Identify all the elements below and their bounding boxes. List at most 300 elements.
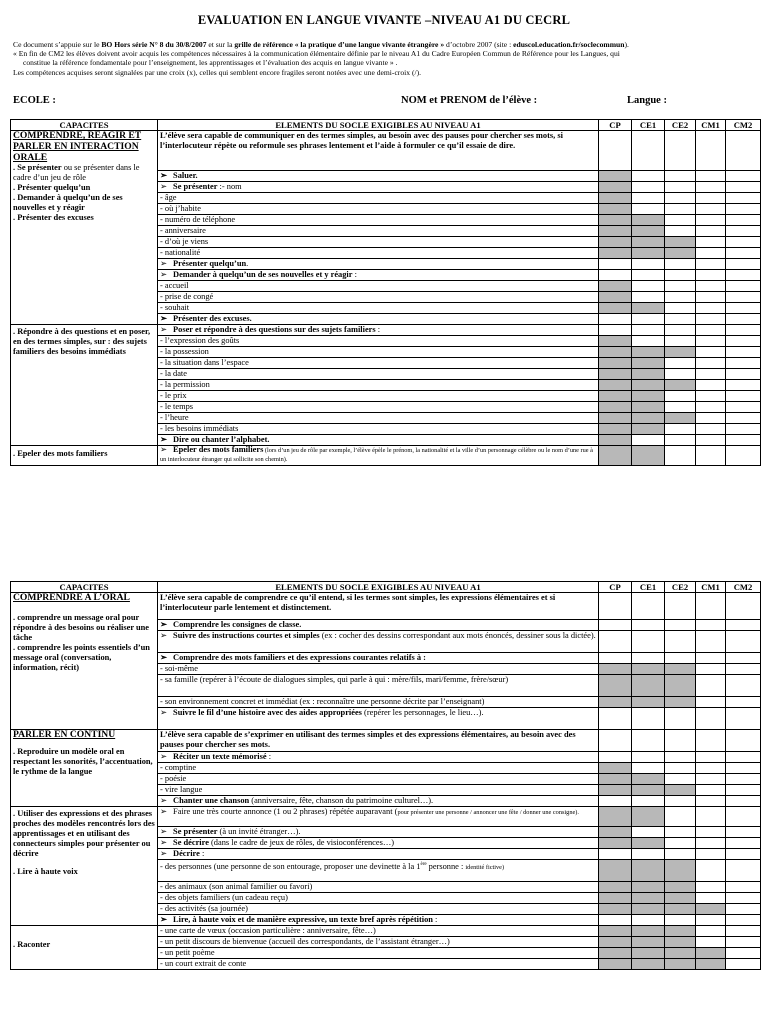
cell-cm1[interactable] bbox=[696, 593, 726, 620]
cell-cm1[interactable] bbox=[696, 248, 726, 259]
cell-cm2[interactable] bbox=[726, 303, 761, 314]
cell-cm1[interactable] bbox=[696, 347, 726, 358]
bullet-arrow-icon: ➢ bbox=[160, 259, 168, 268]
cell-cm1[interactable] bbox=[696, 620, 726, 631]
cell-cm2[interactable] bbox=[726, 827, 761, 838]
cell-cm2[interactable] bbox=[726, 424, 761, 435]
cell-cm2[interactable] bbox=[726, 763, 761, 774]
cell-ce1[interactable] bbox=[632, 215, 665, 226]
cell-cp[interactable] bbox=[599, 664, 632, 675]
cell-ce2[interactable] bbox=[665, 369, 696, 380]
cell-cm2[interactable] bbox=[726, 664, 761, 675]
item-prix: - le prix bbox=[158, 391, 599, 402]
cell-cp[interactable] bbox=[599, 193, 632, 204]
cell-cp[interactable] bbox=[599, 171, 632, 182]
cell-ce2[interactable] bbox=[665, 446, 696, 466]
cell-cp[interactable] bbox=[599, 270, 632, 281]
item-mots-familiers: ➢ Comprendre des mots familiers et des expressions courantes relatifs à : bbox=[158, 653, 599, 664]
cell-ce2[interactable] bbox=[665, 391, 696, 402]
cell-ce1[interactable] bbox=[632, 402, 665, 413]
cell-ce1[interactable] bbox=[632, 631, 665, 653]
cell-cm2[interactable] bbox=[726, 948, 761, 959]
cell-cm1[interactable] bbox=[696, 893, 726, 904]
cell-cm1[interactable] bbox=[696, 838, 726, 849]
cell-ce2[interactable] bbox=[665, 882, 696, 893]
cell-cm2[interactable] bbox=[726, 391, 761, 402]
cell-cm2[interactable] bbox=[726, 752, 761, 763]
cell-cp[interactable] bbox=[599, 358, 632, 369]
cell-cp[interactable] bbox=[599, 303, 632, 314]
cell-cm2[interactable] bbox=[726, 435, 761, 446]
cell-ce2[interactable] bbox=[665, 193, 696, 204]
cell-ce1[interactable] bbox=[632, 182, 665, 193]
cell-ce2[interactable] bbox=[665, 904, 696, 915]
cell-cp[interactable] bbox=[599, 796, 632, 807]
item-annonce: ➢ Faire une très courte annonce (1 ou 2 phrases) répétée auparavant (pour présenter une personne / annoncer une fête / donner une consigne). bbox=[158, 807, 599, 827]
item-demander: ➢ Demander à quelqu’un de ses nouvelles et y réagir : bbox=[158, 270, 599, 281]
cell-ce2[interactable] bbox=[665, 226, 696, 237]
cell-ce1[interactable] bbox=[632, 358, 665, 369]
cell-cp[interactable] bbox=[599, 292, 632, 303]
cell-ce2[interactable] bbox=[665, 131, 696, 171]
cell-cp[interactable] bbox=[599, 882, 632, 893]
cell-ce2[interactable] bbox=[665, 664, 696, 675]
cell-cm2[interactable] bbox=[726, 259, 761, 270]
cell-cp[interactable] bbox=[599, 281, 632, 292]
cell-cm1[interactable] bbox=[696, 653, 726, 664]
cell-cp[interactable] bbox=[599, 204, 632, 215]
cell-cm2[interactable] bbox=[726, 785, 761, 796]
cell-ce2[interactable] bbox=[665, 237, 696, 248]
cell-cm1[interactable] bbox=[696, 631, 726, 653]
cell-ce2[interactable] bbox=[665, 413, 696, 424]
cell-cm2[interactable] bbox=[726, 215, 761, 226]
cell-ce2[interactable] bbox=[665, 860, 696, 882]
cell-cm1[interactable] bbox=[696, 664, 726, 675]
bullet-arrow-icon: ➢ bbox=[160, 838, 168, 847]
cell-ce1[interactable] bbox=[632, 424, 665, 435]
cell-cm1[interactable] bbox=[696, 292, 726, 303]
cell-cp[interactable] bbox=[599, 675, 632, 697]
cell-cm1[interactable] bbox=[696, 402, 726, 413]
cell-ce1[interactable] bbox=[632, 675, 665, 697]
item-discours: - un petit discours de bienvenue (accueil des correspondants, de l’assistant étranger…) bbox=[158, 937, 599, 948]
cell-ce1[interactable] bbox=[632, 314, 665, 325]
cell-cm2[interactable] bbox=[726, 336, 761, 347]
cell-cm2[interactable] bbox=[726, 446, 761, 466]
cell-cm1[interactable] bbox=[696, 380, 726, 391]
cell-ce1[interactable] bbox=[632, 774, 665, 785]
cell-cm2[interactable] bbox=[726, 807, 761, 827]
nom-label: NOM et PRENOM de l’élève : bbox=[401, 95, 538, 106]
cell-ce1[interactable] bbox=[632, 796, 665, 807]
cell-cm1[interactable] bbox=[696, 391, 726, 402]
cell-cp[interactable] bbox=[599, 752, 632, 763]
cell-cp[interactable] bbox=[599, 182, 632, 193]
cell-ce2[interactable] bbox=[665, 171, 696, 182]
cell-ce1[interactable] bbox=[632, 849, 665, 860]
cell-cp[interactable] bbox=[599, 215, 632, 226]
cell-ce2[interactable] bbox=[665, 948, 696, 959]
cell-cm1[interactable] bbox=[696, 215, 726, 226]
cell-cm2[interactable] bbox=[726, 248, 761, 259]
cell-ce1[interactable] bbox=[632, 292, 665, 303]
cell-cm2[interactable] bbox=[726, 926, 761, 937]
cell-ce2[interactable] bbox=[665, 631, 696, 653]
cell-cm1[interactable] bbox=[696, 882, 726, 893]
cell-cp[interactable] bbox=[599, 380, 632, 391]
cell-cm1[interactable] bbox=[696, 904, 726, 915]
cell-cp[interactable] bbox=[599, 620, 632, 631]
cell-ce2[interactable] bbox=[665, 248, 696, 259]
cell-cp[interactable] bbox=[599, 937, 632, 948]
cell-cm1[interactable] bbox=[696, 413, 726, 424]
cell-cp[interactable] bbox=[599, 697, 632, 708]
cell-ce2[interactable] bbox=[665, 730, 696, 752]
cell-ce2[interactable] bbox=[665, 915, 696, 926]
cell-cm1[interactable] bbox=[696, 259, 726, 270]
cell-cm2[interactable] bbox=[726, 358, 761, 369]
cell-ce1[interactable] bbox=[632, 237, 665, 248]
cell-cm2[interactable] bbox=[726, 860, 761, 882]
cell-cm2[interactable] bbox=[726, 631, 761, 653]
cell-cm2[interactable] bbox=[726, 937, 761, 948]
cell-ce1[interactable] bbox=[632, 325, 665, 336]
cell-cp[interactable] bbox=[599, 631, 632, 653]
cell-cm1[interactable] bbox=[696, 937, 726, 948]
cell-cm2[interactable] bbox=[726, 708, 761, 730]
cell-cm1[interactable] bbox=[696, 730, 726, 752]
item-alphabet: ➢ Dire ou chanter l’alphabet. bbox=[158, 435, 599, 446]
cell-cm1[interactable] bbox=[696, 948, 726, 959]
cell-cm1[interactable] bbox=[696, 785, 726, 796]
cell-ce1[interactable] bbox=[632, 664, 665, 675]
capacity-epeler: . Epeler des mots familiers bbox=[11, 446, 158, 466]
cell-ce2[interactable] bbox=[665, 270, 696, 281]
cell-ce2[interactable] bbox=[665, 796, 696, 807]
cell-ce1[interactable] bbox=[632, 860, 665, 882]
cell-cp[interactable] bbox=[599, 860, 632, 882]
cell-ce1[interactable] bbox=[632, 807, 665, 827]
bullet-arrow-icon: ➢ bbox=[160, 653, 168, 662]
cell-cm2[interactable] bbox=[726, 171, 761, 182]
cell-cp[interactable] bbox=[599, 653, 632, 664]
cell-cm2[interactable] bbox=[726, 730, 761, 752]
cell-cm2[interactable] bbox=[726, 959, 761, 970]
cell-cm1[interactable] bbox=[696, 915, 726, 926]
bullet-arrow-icon: ➢ bbox=[160, 796, 168, 805]
cell-ce2[interactable] bbox=[665, 204, 696, 215]
cell-ce2[interactable] bbox=[665, 314, 696, 325]
cell-cm2[interactable] bbox=[726, 131, 761, 171]
cell-cp[interactable] bbox=[599, 347, 632, 358]
cell-cm1[interactable] bbox=[696, 763, 726, 774]
cell-cm1[interactable] bbox=[696, 424, 726, 435]
cell-ce2[interactable] bbox=[665, 325, 696, 336]
cell-cm2[interactable] bbox=[726, 226, 761, 237]
cell-ce1[interactable] bbox=[632, 730, 665, 752]
cell-ce1[interactable] bbox=[632, 708, 665, 730]
cell-cm2[interactable] bbox=[726, 402, 761, 413]
cell-cm1[interactable] bbox=[696, 926, 726, 937]
cell-cm1[interactable] bbox=[696, 959, 726, 970]
cell-cp[interactable] bbox=[599, 259, 632, 270]
item-presenter-invite: ➢ Se présenter (à un invité étranger…). bbox=[158, 827, 599, 838]
cell-cp[interactable] bbox=[599, 904, 632, 915]
cell-cm1[interactable] bbox=[696, 281, 726, 292]
header-ce2: CE2 bbox=[665, 120, 696, 131]
item-se-decrire: ➢ Se décrire (dans le cadre de jeux de rôles, de visioconférences…) bbox=[158, 838, 599, 849]
cell-cp[interactable] bbox=[599, 336, 632, 347]
cell-ce2[interactable] bbox=[665, 774, 696, 785]
cell-cp[interactable] bbox=[599, 446, 632, 466]
cell-cm2[interactable] bbox=[726, 413, 761, 424]
header-cm2: CM2 bbox=[726, 120, 761, 131]
cell-cm2[interactable] bbox=[726, 882, 761, 893]
cell-cm2[interactable] bbox=[726, 904, 761, 915]
cell-ce1[interactable] bbox=[632, 827, 665, 838]
cell-ce1[interactable] bbox=[632, 347, 665, 358]
cell-cp[interactable] bbox=[599, 593, 632, 620]
cell-ce1[interactable] bbox=[632, 893, 665, 904]
cell-cm2[interactable] bbox=[726, 270, 761, 281]
cell-cm2[interactable] bbox=[726, 774, 761, 785]
cell-ce1[interactable] bbox=[632, 838, 665, 849]
evaluation-table-oral bbox=[10, 581, 761, 970]
cell-cp[interactable] bbox=[599, 827, 632, 838]
cell-cp[interactable] bbox=[599, 785, 632, 796]
item-viens: - d’où je viens bbox=[158, 237, 599, 248]
cell-cm1[interactable] bbox=[696, 807, 726, 827]
cell-ce2[interactable] bbox=[665, 959, 696, 970]
cell-ce1[interactable] bbox=[632, 259, 665, 270]
cell-cm2[interactable] bbox=[726, 292, 761, 303]
bullet-arrow-icon: ➢ bbox=[160, 631, 168, 640]
cell-ce2[interactable] bbox=[665, 937, 696, 948]
cell-ce2[interactable] bbox=[665, 926, 696, 937]
cell-ce1[interactable] bbox=[632, 959, 665, 970]
cell-cm1[interactable] bbox=[696, 182, 726, 193]
cell-ce1[interactable] bbox=[632, 281, 665, 292]
cell-cp[interactable] bbox=[599, 226, 632, 237]
cell-ce2[interactable] bbox=[665, 708, 696, 730]
cell-ce2[interactable] bbox=[665, 785, 696, 796]
cell-ce1[interactable] bbox=[632, 391, 665, 402]
cell-ce1[interactable] bbox=[632, 435, 665, 446]
cell-cp[interactable] bbox=[599, 807, 632, 827]
cell-cp[interactable] bbox=[599, 838, 632, 849]
bullet-arrow-icon: ➢ bbox=[160, 314, 168, 323]
cell-ce1[interactable] bbox=[632, 697, 665, 708]
cell-cm2[interactable] bbox=[726, 653, 761, 664]
cell-cp[interactable] bbox=[599, 131, 632, 171]
cell-ce1[interactable] bbox=[632, 131, 665, 171]
cell-ce1[interactable] bbox=[632, 763, 665, 774]
item-decrire: ➢ Décrire : bbox=[158, 849, 599, 860]
cell-ce2[interactable] bbox=[665, 402, 696, 413]
cell-ce1[interactable] bbox=[632, 937, 665, 948]
cell-cm1[interactable] bbox=[696, 226, 726, 237]
cell-ce1[interactable] bbox=[632, 882, 665, 893]
cell-cm1[interactable] bbox=[696, 270, 726, 281]
cell-ce1[interactable] bbox=[632, 446, 665, 466]
cell-ce1[interactable] bbox=[632, 193, 665, 204]
cell-ce1[interactable] bbox=[632, 915, 665, 926]
cell-cm1[interactable] bbox=[696, 446, 726, 466]
item-objets: - des objets familiers (un cadeau reçu) bbox=[158, 893, 599, 904]
bullet-arrow-icon: ➢ bbox=[160, 445, 168, 454]
cell-cm2[interactable] bbox=[726, 369, 761, 380]
cell-cm2[interactable] bbox=[726, 697, 761, 708]
cell-ce2[interactable] bbox=[665, 336, 696, 347]
cell-cm1[interactable] bbox=[696, 435, 726, 446]
cell-ce2[interactable] bbox=[665, 303, 696, 314]
cell-cp[interactable] bbox=[599, 424, 632, 435]
cell-ce1[interactable] bbox=[632, 248, 665, 259]
cell-ce1[interactable] bbox=[632, 593, 665, 620]
item-fil-histoire: ➢ Suivre le fil d’une histoire avec des aides appropriées (repérer les personnages, le lieu…). bbox=[158, 708, 599, 730]
cell-cp[interactable] bbox=[599, 948, 632, 959]
cell-ce2[interactable] bbox=[665, 380, 696, 391]
cell-ce2[interactable] bbox=[665, 763, 696, 774]
cell-ce2[interactable] bbox=[665, 893, 696, 904]
cell-cp[interactable] bbox=[599, 708, 632, 730]
cell-ce2[interactable] bbox=[665, 435, 696, 446]
cell-ce1[interactable] bbox=[632, 653, 665, 664]
cell-ce1[interactable] bbox=[632, 204, 665, 215]
cell-cp[interactable] bbox=[599, 915, 632, 926]
cell-cp[interactable] bbox=[599, 435, 632, 446]
cell-ce1[interactable] bbox=[632, 413, 665, 424]
cell-cp[interactable] bbox=[599, 926, 632, 937]
cell-ce2[interactable] bbox=[665, 259, 696, 270]
cell-ce1[interactable] bbox=[632, 904, 665, 915]
cell-cm1[interactable] bbox=[696, 336, 726, 347]
cell-cm2[interactable] bbox=[726, 675, 761, 697]
cell-ce1[interactable] bbox=[632, 926, 665, 937]
cell-cm1[interactable] bbox=[696, 697, 726, 708]
cell-ce1[interactable] bbox=[632, 303, 665, 314]
cell-ce2[interactable] bbox=[665, 593, 696, 620]
cell-cm1[interactable] bbox=[696, 193, 726, 204]
cell-ce1[interactable] bbox=[632, 226, 665, 237]
cell-ce2[interactable] bbox=[665, 807, 696, 827]
cell-cm1[interactable] bbox=[696, 675, 726, 697]
cell-cm2[interactable] bbox=[726, 281, 761, 292]
cell-cm1[interactable] bbox=[696, 171, 726, 182]
cell-ce2[interactable] bbox=[665, 752, 696, 763]
cell-ce2[interactable] bbox=[665, 697, 696, 708]
cell-cp[interactable] bbox=[599, 314, 632, 325]
cell-cm2[interactable] bbox=[726, 182, 761, 193]
cell-cm1[interactable] bbox=[696, 752, 726, 763]
header-elements: ELEMENTS DU SOCLE EXIGIBLES AU NIVEAU A1 bbox=[158, 582, 599, 593]
cell-ce2[interactable] bbox=[665, 653, 696, 664]
cell-cm1[interactable] bbox=[696, 369, 726, 380]
cell-cm1[interactable] bbox=[696, 358, 726, 369]
cell-cm2[interactable] bbox=[726, 380, 761, 391]
cell-cp[interactable] bbox=[599, 402, 632, 413]
cell-cm2[interactable] bbox=[726, 593, 761, 620]
cell-cm1[interactable] bbox=[696, 827, 726, 838]
header-capacites: CAPACITES bbox=[11, 120, 158, 131]
cell-cm2[interactable] bbox=[726, 325, 761, 336]
cell-cm2[interactable] bbox=[726, 204, 761, 215]
cell-ce2[interactable] bbox=[665, 424, 696, 435]
cell-cm1[interactable] bbox=[696, 204, 726, 215]
cell-cp[interactable] bbox=[599, 774, 632, 785]
cell-cp[interactable] bbox=[599, 763, 632, 774]
cell-cp[interactable] bbox=[599, 849, 632, 860]
cell-cp[interactable] bbox=[599, 893, 632, 904]
cell-ce1[interactable] bbox=[632, 752, 665, 763]
cell-cm1[interactable] bbox=[696, 849, 726, 860]
cell-cm2[interactable] bbox=[726, 915, 761, 926]
cell-cm1[interactable] bbox=[696, 774, 726, 785]
cell-cm1[interactable] bbox=[696, 303, 726, 314]
cell-ce1[interactable] bbox=[632, 270, 665, 281]
cell-cm1[interactable] bbox=[696, 325, 726, 336]
cell-cp[interactable] bbox=[599, 237, 632, 248]
cell-cm2[interactable] bbox=[726, 193, 761, 204]
cell-cm1[interactable] bbox=[696, 860, 726, 882]
cell-ce2[interactable] bbox=[665, 281, 696, 292]
cell-ce1[interactable] bbox=[632, 620, 665, 631]
cell-cm1[interactable] bbox=[696, 237, 726, 248]
cell-ce2[interactable] bbox=[665, 849, 696, 860]
cell-ce2[interactable] bbox=[665, 675, 696, 697]
cell-cm2[interactable] bbox=[726, 796, 761, 807]
cell-ce2[interactable] bbox=[665, 215, 696, 226]
bullet-arrow-icon: ➢ bbox=[160, 807, 168, 816]
cell-cm2[interactable] bbox=[726, 893, 761, 904]
capacity-raconter: . Raconter bbox=[11, 926, 158, 970]
cell-cm1[interactable] bbox=[696, 796, 726, 807]
cell-cm2[interactable] bbox=[726, 620, 761, 631]
cell-cp[interactable] bbox=[599, 730, 632, 752]
cell-ce2[interactable] bbox=[665, 827, 696, 838]
cell-ce2[interactable] bbox=[665, 358, 696, 369]
cell-cm2[interactable] bbox=[726, 838, 761, 849]
cell-ce2[interactable] bbox=[665, 620, 696, 631]
cell-cp[interactable] bbox=[599, 369, 632, 380]
cell-ce1[interactable] bbox=[632, 948, 665, 959]
item-consignes: ➢ Comprendre les consignes de classe. bbox=[158, 620, 599, 631]
item-habite: - où j’habite bbox=[158, 204, 599, 215]
cell-ce2[interactable] bbox=[665, 182, 696, 193]
cell-cp[interactable] bbox=[599, 413, 632, 424]
cell-cm1[interactable] bbox=[696, 314, 726, 325]
cell-cm1[interactable] bbox=[696, 131, 726, 171]
cell-ce1[interactable] bbox=[632, 785, 665, 796]
cell-ce2[interactable] bbox=[665, 347, 696, 358]
cell-ce2[interactable] bbox=[665, 292, 696, 303]
cell-cm2[interactable] bbox=[726, 237, 761, 248]
cell-cp[interactable] bbox=[599, 325, 632, 336]
cell-ce1[interactable] bbox=[632, 369, 665, 380]
cell-cp[interactable] bbox=[599, 391, 632, 402]
cell-ce2[interactable] bbox=[665, 838, 696, 849]
cell-cm2[interactable] bbox=[726, 849, 761, 860]
cell-cp[interactable] bbox=[599, 959, 632, 970]
cell-cm2[interactable] bbox=[726, 347, 761, 358]
cell-ce1[interactable] bbox=[632, 336, 665, 347]
cell-ce1[interactable] bbox=[632, 171, 665, 182]
cell-cm1[interactable] bbox=[696, 708, 726, 730]
cell-cm2[interactable] bbox=[726, 314, 761, 325]
cell-cp[interactable] bbox=[599, 248, 632, 259]
cell-ce1[interactable] bbox=[632, 380, 665, 391]
